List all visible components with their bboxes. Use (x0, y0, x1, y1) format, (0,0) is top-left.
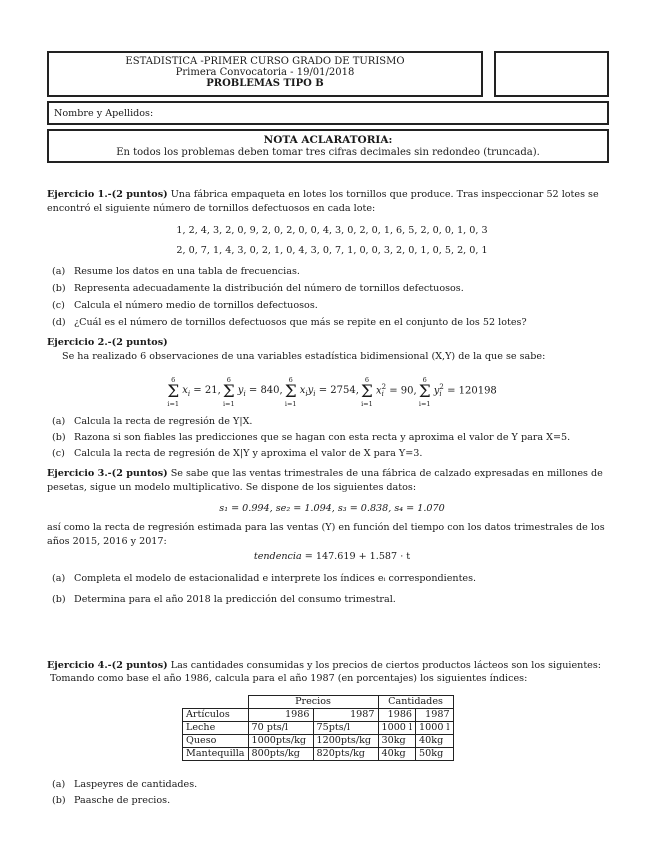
ex3-heading: Ejercicio 3.-(2 puntos) (47, 468, 168, 479)
sum-sigma-5: 6 Σ i=1 (418, 376, 431, 408)
sum-sigma-2: 6 Σ i=1 (222, 376, 235, 408)
ex4-item-b: (b) Paasche de precios. (52, 795, 171, 806)
ex3-item-b: (b) Determina para el año 2018 la predicción del consumo trimestral. (52, 594, 396, 605)
sum-sigma-1: 6 Σ i=1 (167, 376, 180, 408)
ex4-item-a: (a) Laspeyres de cantidades. (52, 779, 198, 790)
ex2-sums-formula (47, 368, 617, 408)
table-cell: 40kg (416, 735, 454, 748)
col-year: 1986 (378, 709, 416, 722)
sum-term-y2: y 2 i = 120198 (433, 383, 497, 398)
ex2-item-c: (c) Calcula la recta de regresión de X|Y y aproxima el valor de X para Y=3. (52, 448, 423, 459)
name-box[interactable] (47, 101, 609, 125)
ex1-data-line2: 2, 0, 7, 1, 4, 3, 0, 2, 1, 0, 4, 3, 0, 7, 1, 0, 0, 3, 2, 0, 1, 0, 5, 2, 0, 1 (176, 245, 488, 256)
ex1-intro-line2: encontró el siguiente número de tornillos defectuosos en cada lote: (47, 203, 376, 214)
ex1-item-b: (b) Representa adecuadamente la distribución del número de tornillos defectuosos. (52, 283, 464, 294)
table-row (183, 735, 454, 748)
ex1-heading: Ejercicio 1.-(2 puntos) (47, 189, 168, 200)
ex3-item-a: (a) Completa el modelo de estacionalidad e interprete los índices eᵢ correspondientes. (52, 573, 477, 584)
sum-sigma-4: 6 Σ i=1 (360, 376, 373, 408)
table-cell: Mantequilla (183, 748, 249, 761)
table-cell: 1000pts/kg (248, 735, 313, 748)
ex4-table-wrap (182, 695, 454, 761)
ex4-intro-line1: Las cantidades consumidas y los precios de ciertos productos lácteos son los siguientes: (170, 660, 602, 671)
table-corner (183, 696, 249, 709)
sum-sigma-3: 6 Σ i=1 (284, 376, 297, 408)
ex1-item-a: (a) Resume los datos en una tabla de frecuencias. (52, 266, 300, 277)
ex3-intro (47, 467, 617, 495)
ex4-intro (47, 659, 617, 685)
table-cell: 1000 l (378, 722, 416, 735)
col-group-quantities: Cantidades (378, 696, 453, 709)
col-year: 1986 (248, 709, 313, 722)
table-row (183, 722, 454, 735)
exam-subtitle: Primera Convocatoria - 19/01/2018 (175, 67, 355, 78)
table-cell: 40kg (378, 748, 416, 761)
ex3-intro-line2: pesetas, sigue un modelo multiplicativo. Se dispone de los siguientes datos: (47, 482, 417, 493)
ex1-intro (47, 188, 617, 216)
table-cell: 800pts/kg (248, 748, 313, 761)
ex1-intro-line1: Una fábrica empaqueta en lotes los tornillos que produce. Tras inspeccionar 52 lotes se (170, 189, 599, 200)
ex2-item-a: (a) Calcula la recta de regresión de Y|X. (52, 416, 253, 427)
exam-title: ESTADISTICA -PRIMER CURSO GRADO DE TURISMO (125, 56, 405, 67)
table-cell: 30kg (378, 735, 416, 748)
table-cell: Leche (183, 722, 249, 735)
table-cell: 75pts/l (313, 722, 378, 735)
sum-term-y: $y_i = 840$, (237, 385, 283, 398)
table-cell: 1200pts/kg (313, 735, 378, 748)
sum-term-x: $x_i = 21$, (182, 385, 221, 398)
header-box (47, 51, 483, 97)
sum-term-x2: x 2 i = 90, (375, 383, 417, 398)
ex2-intro: Se ha realizado 6 observaciones de una variables estadística bidimensional (X,Y) de la que se sabe: (62, 351, 546, 362)
table-cell: 820pts/kg (313, 748, 378, 761)
ex1-item-d: (d) ¿Cuál es el número de tornillos defectuosos que más se repite en el conjunto de los 52 lotes? (52, 317, 527, 328)
ex2-heading: Ejercicio 2.-(2 puntos) (47, 337, 168, 348)
table-row (183, 709, 454, 722)
table-cell: 1000 l (416, 722, 454, 735)
col-article: Artículos (183, 709, 249, 722)
ex1-data-line1: 1, 2, 4, 3, 2, 0, 9, 2, 0, 2, 0, 0, 4, 3, 0, 2, 0, 1, 6, 5, 2, 0, 0, 1, 0, 3 (176, 225, 488, 236)
ex3-indices: s₁ = 0.994, se₂ = 1.094, s₃ = 0.838, s₄ = 1.070 (219, 503, 445, 514)
table-cell: 70 pts/l (248, 722, 313, 735)
ex2-item-b: (b) Razona si son fiables las predicciones que se hagan con esta recta y aproxima el valor de Y para X=5. (52, 432, 571, 443)
ex3-trend-word: tendencia (253, 551, 302, 562)
ex3-mid-line1: así como la recta de regresión estimada para las ventas (Y) en función del tiempo con los datos trimestrales de los (47, 522, 605, 533)
note-text: En todos los problemas deben tomar tres cifras decimales sin redondeo (truncada). (116, 147, 540, 158)
ex3-intro-line1: Se sabe que las ventas trimestrales de una fábrica de calzado expresadas en millones de (170, 468, 603, 479)
col-year: 1987 (416, 709, 454, 722)
ex4-heading: Ejercicio 4.-(2 puntos) (47, 660, 168, 671)
ex4-table (182, 695, 454, 761)
note-title: NOTA ACLARATORIA: (263, 134, 393, 146)
name-label: Nombre y Apellidos: (54, 108, 154, 119)
sum-term-xy: $x_iy_i = 2754$, (299, 385, 359, 398)
table-cell: 50kg (416, 748, 454, 761)
ex3-mid-line2: años 2015, 2016 y 2017: (47, 536, 167, 547)
ex3-mid (47, 521, 617, 549)
col-year: 1987 (313, 709, 378, 722)
table-row (183, 748, 454, 761)
note-box (47, 129, 609, 163)
grade-box[interactable] (494, 51, 609, 97)
exam-type: PROBLEMAS TIPO B (206, 78, 324, 89)
col-group-prices: Precios (248, 696, 378, 709)
ex1-item-c: (c) Calcula el número medio de tornillos defectuosos. (52, 300, 318, 311)
table-cell: Queso (183, 735, 249, 748)
table-row (183, 696, 454, 709)
ex4-intro-line2: Tomando como base el año 1986, calcula para el año 1987 (en porcentajes) los siguientes índices: (50, 673, 528, 684)
ex3-trend (47, 550, 617, 564)
ex3-trend-eq: = 147.619 + 1.587 · t (304, 551, 411, 562)
